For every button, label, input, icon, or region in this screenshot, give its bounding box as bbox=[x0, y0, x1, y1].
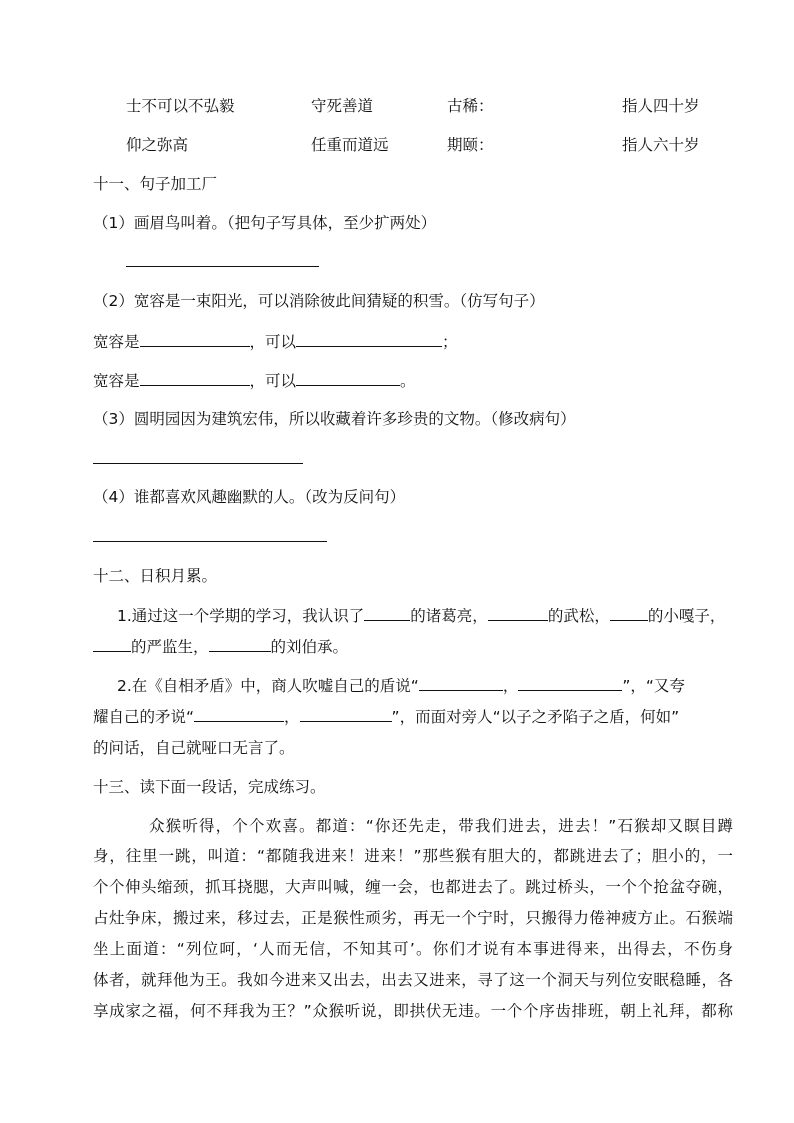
fill-line-a-end: ； bbox=[442, 333, 458, 351]
passage-line-5: 坐上面道：“列位呵，‘人而无信，不知其可’。你们才说有本事进得来，出得去，不伤身 bbox=[93, 940, 733, 958]
passage-line-2: 身，往里一跳，叫道：“都随我进来！进来！”那些猴有胆大的，都跳进去了；胆小的，一 bbox=[93, 847, 733, 865]
item-2-text-b: ， bbox=[502, 677, 519, 695]
blank-a1[interactable] bbox=[140, 330, 250, 347]
item-1-text-c: 的武松， bbox=[547, 607, 610, 625]
fill-line-a-start: 宽容是 bbox=[93, 333, 140, 351]
blank-spear-1[interactable] bbox=[194, 705, 284, 722]
blank-shield-1[interactable] bbox=[419, 674, 503, 691]
section-12-heading: 十二、日积月累。 bbox=[93, 567, 218, 585]
meaning-2: 指人六十岁 bbox=[622, 136, 700, 154]
section-13-heading: 十三、读下面一段话，完成练习。 bbox=[93, 778, 326, 796]
blank-gazi[interactable] bbox=[610, 604, 648, 621]
passage-line-1: 众猴听得，个个欢喜。都道：“你还先走，带我们进去，进去！”石猴却又瞑目蹲 bbox=[149, 817, 733, 835]
fill-line-b bbox=[93, 369, 416, 392]
fill-line-b-start: 宽容是 bbox=[93, 372, 140, 390]
item-2-text-d: 耀自己的矛说“ bbox=[93, 708, 195, 726]
item-2-text-a: 2.在《自相矛盾》中，商人吹嘘自己的盾说“ bbox=[117, 677, 419, 695]
meaning-1: 指人四十岁 bbox=[622, 97, 700, 115]
item-2-text-e: ， bbox=[284, 708, 300, 726]
item-1-text-e: 的严监生， bbox=[131, 638, 209, 656]
blank-spear-2[interactable] bbox=[300, 705, 392, 722]
blank-a2[interactable] bbox=[296, 330, 442, 347]
item-1-text-f: 的刘伯承。 bbox=[270, 638, 349, 656]
item-1-line-2 bbox=[93, 635, 348, 658]
answer-line-q4[interactable] bbox=[93, 541, 327, 542]
item-1-line-1 bbox=[117, 604, 725, 627]
question-2: （2）宽容是一束阳光，可以消除彼此间猜疑的积雪。（仿写句子） bbox=[93, 292, 545, 310]
blank-shield-2[interactable] bbox=[518, 674, 622, 691]
passage-line-3: 个个伸头缩颈，抓耳挠腮，大声叫喊，缠一会，也都进去了。跳过桥头，一个个抢盆夺碗， bbox=[93, 878, 733, 896]
item-2-text-c: ”，“又夸 bbox=[622, 677, 685, 695]
section-11-heading: 十一、句子加工厂 bbox=[93, 175, 218, 193]
blank-wusong[interactable] bbox=[488, 604, 548, 621]
question-1: （1）画眉鸟叫着。（把句子写具体，至少扩两处） bbox=[93, 214, 437, 232]
idiom-1: 士不可以不弘毅 bbox=[126, 97, 235, 115]
item-2-text-f: ”，而面对旁人“以子之矛陷子之盾，何如” bbox=[391, 708, 680, 726]
fill-line-b-mid: ，可以 bbox=[249, 372, 297, 390]
blank-liubocheng[interactable] bbox=[209, 635, 271, 652]
question-4: （4）谁都喜欢风趣幽默的人。（改为反问句） bbox=[93, 488, 406, 506]
item-1-text-d: 的小嘎子， bbox=[647, 607, 726, 625]
item-1-text-a: 1.通过这一个学期的学习，我认识了 bbox=[117, 607, 365, 625]
term-qiyi: 期颐： bbox=[447, 136, 494, 154]
item-2-line-3: 的问话，自己就哑口无言了。 bbox=[93, 739, 295, 757]
passage-line-6: 体者，就拜他为王。我如今进来又出去，出去又进来，寻了这一个洞天与列位安眠稳睡，各 bbox=[93, 971, 733, 989]
item-1-text-b: 的诸葛亮， bbox=[410, 607, 488, 625]
idiom-3: 仰之弥高 bbox=[126, 136, 189, 154]
fill-line-a-mid: ，可以 bbox=[249, 333, 297, 351]
item-2-line-2 bbox=[93, 705, 679, 728]
passage-line-7: 享成家之福，何不拜我为王？”众猴听说，即拱伏无违。一个个序齿排班，朝上礼拜，都称 bbox=[93, 1002, 733, 1020]
blank-yanjiansheng[interactable] bbox=[93, 635, 131, 652]
fill-line-a bbox=[93, 330, 458, 353]
idiom-2: 守死善道 bbox=[311, 97, 374, 115]
blank-b1[interactable] bbox=[140, 369, 250, 386]
answer-line-q3[interactable] bbox=[93, 463, 303, 464]
question-3: （3）圆明园因为建筑宏伟，所以收藏着许多珍贵的文物。（修改病句） bbox=[93, 410, 576, 428]
term-guxi: 古稀： bbox=[447, 97, 494, 115]
fill-line-b-end: 。 bbox=[400, 372, 416, 390]
item-2-line-1 bbox=[117, 674, 685, 697]
blank-zhuge[interactable] bbox=[364, 604, 410, 621]
answer-line-q1[interactable] bbox=[126, 266, 319, 267]
idiom-4: 任重而道远 bbox=[311, 136, 389, 154]
blank-b2[interactable] bbox=[296, 369, 400, 386]
passage-line-4: 占灶争床，搬过来，移过去，正是猴性顽劣，再无一个宁时，只搬得力倦神疲方止。石猴端 bbox=[93, 909, 733, 927]
